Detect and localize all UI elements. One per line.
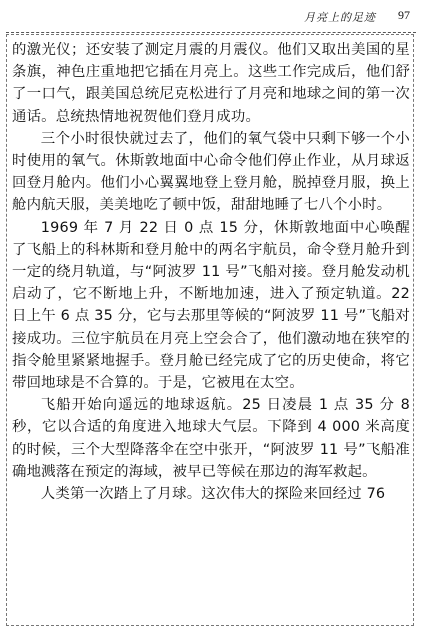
paragraph-5: 人类第一次踏上了月球。这次伟大的探险来回经过 76	[40, 486, 386, 503]
paragraph-2: 三个小时很快就过去了，他们的氧气袋中只剩下够一个小时使用的氧气。休斯敦地面中心命令他们停止作业，从月球返回登月舱内。他们小心翼翼地登上登月舱，脱掉登月服，换上舱内航天服，美美地吃了顿中饭，甜甜地睡了七八个小时。	[12, 130, 410, 214]
header-divider	[6, 32, 416, 33]
page-number: 97	[398, 8, 410, 22]
page-header	[0, 6, 422, 28]
running-title: 月亮上的足迹	[304, 11, 376, 24]
paragraph-4: 飞船开始向遥远的地球返航。25 日凌晨 1 点 35 分 8 秒，它以合适的角度进入地球大气层。下降到 4 000 米高度的时候，三个大型降落伞在空中张开，“阿波罗 11 号”飞船准确地溅落在预定的海域，被早已等候在那边的海军救起。	[12, 397, 410, 480]
paragraph-1: 的激光仪；还安装了测定月震的月震仪。他们又取出美国的星条旗，神色庄重地把它插在月亮上。这些工作完成后，他们舒了一口气，跟美国总统尼克松进行了月亮和地球之间的第一次通话。总统热情地祝贺他们登月成功。	[12, 42, 410, 125]
body-text	[6, 34, 414, 626]
paragraph-3: 1969 年 7 月 22 日 0 点 15 分，休斯敦地面中心唤醒了飞船上的科林斯和登月舱中的两名宇航员，命令登月舱升到一定的绕月轨道，与“阿波罗 11 号”飞船对接。登月舱发动机启动了，它不断地上升，不断地加速，进入了预定轨道。22 日上午 6 点 35 分，它与去那里等候的“阿波罗 11 号”飞船对接成功。三位宇航员在月亮上空会合了，他们激动地在狭窄的指令舱里紧紧地握手。登月舱已经完成了它的历史使命，将它带回地球是不合算的。于是，它被甩在太空。	[12, 219, 410, 392]
